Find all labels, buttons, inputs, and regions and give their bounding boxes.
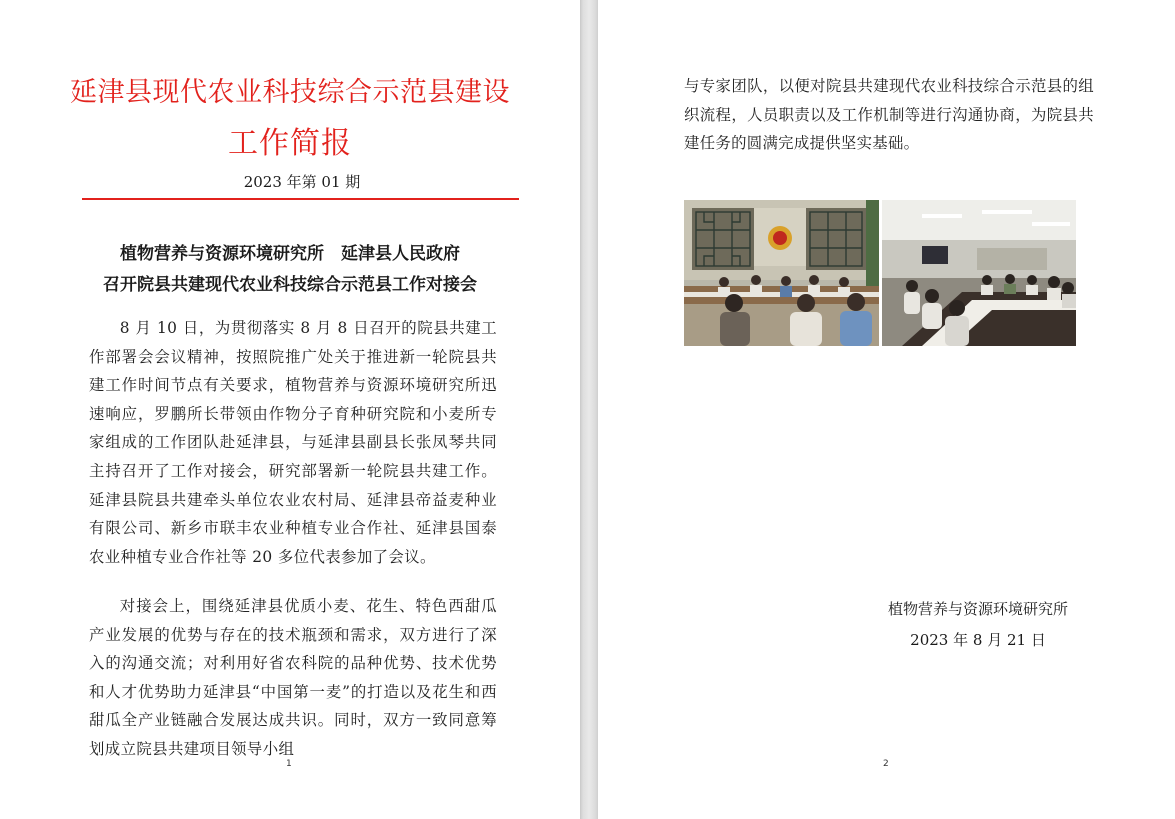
signature-organization: 植物营养与资源环境研究所 — [887, 600, 1068, 618]
meeting-photo-2 — [882, 200, 1077, 346]
page-1 — [0, 0, 580, 819]
document-title-line-2: 工作简报 — [228, 126, 352, 161]
body-paragraph-2: 对接会上，围绕延津县优质小麦、花生、特色西甜瓜产业发展的优势与存在的技术瓶颈和需求，双方进行了深入的沟通交流；对利用好省农科院的品种优势、技术优势和人才优势助力延津县“中国第一麦”的打造以及花生和西甜瓜全产业链融合发展达成共识。同时，双方一致同意筹划成立院县共建项目领导小组 — [89, 597, 497, 758]
meeting-photo-1 — [684, 200, 879, 346]
meeting-photo-1-image — [684, 200, 879, 346]
page-gutter — [580, 0, 598, 819]
meeting-photos — [684, 200, 1076, 346]
article-headline-line-2: 召开院县共建现代农业科技综合示范县工作对接会 — [103, 275, 477, 295]
body-paragraph-continued: 与专家团队，以便对院县共建现代农业科技综合示范县的组织流程，人员职责以及工作机制等进行沟通协商，为院县共建任务的圆满完成提供坚实基础。 — [684, 77, 1094, 153]
page-number: 2 — [883, 759, 889, 769]
page-number: 1 — [286, 759, 292, 769]
document-title-line-1: 延津县现代农业科技综合示范县建设 — [70, 77, 510, 108]
signature-date: 2023 年 8 月 21 日 — [910, 631, 1046, 649]
header-red-rule — [82, 198, 519, 200]
page-2 — [598, 0, 1175, 819]
body-paragraph-1: 8 月 10 日，为贯彻落实 8 月 8 日召开的院县共建工作部署会会议精神，按照院推广处关于推进新一轮院县共建工作时间节点有关要求，植物营养与资源环境研究所迅速响应，罗鹏所长带领由作物分子育种研究院和小麦所专家组成的工作团队赴延津县，与延津县副县长张凤琴共同主持召开了工作对接会，研究部署新一轮院县共建工作。延津县院县共建牵头单位农业农村局、延津县帝益麦种业有限公司、新乡市联丰农业种植专业合作社、延津县国泰农业种植专业合作社等 20 多位代表参加了会议。 — [89, 319, 497, 566]
issue-number: 2023 年第 01 期 — [243, 173, 361, 191]
article-headline-line-1: 植物营养与资源环境研究所 延津县人民政府 — [120, 244, 460, 264]
meeting-photo-2-image — [882, 200, 1077, 346]
